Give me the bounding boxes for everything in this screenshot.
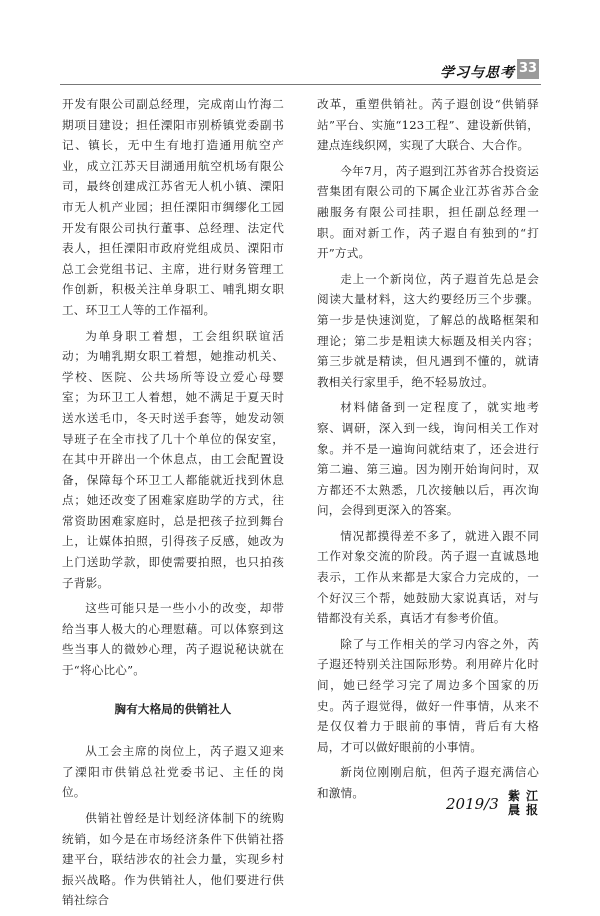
body-paragraph: 开发有限公司副总经理，完成南山竹海二期项目建设；担任溧阳市别桥镇党委副书记、镇长，无中生有地打造通用航空产业，成立江苏天目湖通用航空机场有限公司，最终创建成江苏省无人机小镇、溧阳市无人机产业园；担任溧阳市绸缪化工园开发有限公司执行董事、总经理、法定代表人，担任溧阳市政府党组成员、溧阳市总工会党组书记、主席，进行财务管理工作创新，积极关注单身职工、哺乳期女职工、环卫工人等的工作福利。 bbox=[62, 97, 284, 317]
section-heading: 胸有大格局的供销社人 bbox=[114, 701, 232, 716]
logo-glyph: 晨 bbox=[507, 803, 520, 817]
left-column bbox=[62, 94, 284, 916]
logo-glyph: 紫 bbox=[507, 789, 520, 803]
header-rule bbox=[60, 84, 541, 85]
column-title: 学习与思考 bbox=[440, 65, 515, 81]
body-paragraph: 为单身职工着想，工会组织联谊活动；为哺乳期女职工着想，她推动机关、学校、医院、公共场所等设立爱心母婴室；为环卫工人着想，她不满足于夏天时送水送毛巾，冬天时送手套等，她发动领导班子在全市找了几十个单位的保安室，在其中开辟出一个休息点，由工会配置设备，保障每个环卫工人都能就近找到休息点；她还改变了困难家庭助学的方式，往常资助困难家庭时，总是把孩子拉到舞台上，让媒体拍照，引得孩子反感，她改为上门送助学款，即使需要拍照，也只拍孩子背影。 bbox=[62, 328, 284, 590]
magazine-logo bbox=[505, 785, 541, 821]
body-paragraph: 这些可能只是一些小小的改变，却带给当事人极大的心理慰藉。可以体察到这些当事人的微妙心理，芮子遐说秘诀就在于“将心比心”。 bbox=[62, 601, 284, 678]
body-paragraph: 除了与工作相关的学习内容之外，芮子遐还特别关注国际形势。利用碎片化时间，她已经学习完了周边多个国家的历史。芮子遐觉得，做好一件事情，从来不是仅仅着力于眼前的事情，背后有大格局，才可以做好眼前的小事情。 bbox=[317, 636, 539, 754]
logo-glyph: 江 bbox=[525, 789, 538, 803]
body-paragraph: 供销社曾经是计划经济体制下的统购统销，如今是在市场经济条件下供销社搭建平台，联结涉农的社会力量，实现乡村振兴战略。作为供销社人，他们要进行供销社综合 bbox=[62, 811, 284, 908]
body-paragraph: 走上一个新岗位，芮子遐首先总是会阅读大量材料，这大约要经历三个步骤。第一步是快速浏览，了解总的战略框架和理论；第二步是粗读大标题及相关内容；第三步就是精读，但凡遇到不懂的，就请教相关行家里手，绝不轻易放过。 bbox=[317, 271, 539, 389]
body-paragraph: 从工会主席的岗位上，芮子遐又迎来了溧阳市供销总社党委书记、主任的岗位。 bbox=[62, 744, 284, 800]
right-column bbox=[317, 94, 539, 809]
issue-number: 2019/3 bbox=[446, 795, 499, 813]
body-paragraph: 材料储备到一定程度了，就实地考察、调研，深入到一线，询问相关工作对象。并不是一遍询问就结束了，还会进行第二遍、第三遍。因为刚开始询问时，双方都还不太熟悉，几次接触以后，再次询问，会得到更深入的答案。 bbox=[317, 400, 539, 518]
body-paragraph: 今年7月，芮子遐到江苏省苏合投资运营集团有限公司的下属企业江苏省苏合金融服务有限公司挂职，担任副总经理一职。面对新工作，芮子遐自有独到的“打开”方式。 bbox=[317, 163, 539, 261]
body-paragraph: 新岗位刚刚启航，但芮子遐充满信心和激情。 bbox=[317, 765, 539, 800]
logo-glyph: 报 bbox=[525, 803, 538, 817]
page-number: 33 bbox=[517, 59, 539, 79]
body-paragraph: 情况都摸得差不多了，就进入跟不同工作对象交流的阶段。芮子遐一直诚恳地表示，工作从来都是大家合力完成的，一个好汉三个帮，她鼓励大家说真话，对与错都没有关系，真话才有参考价值。 bbox=[317, 528, 539, 626]
body-paragraph: 改革，重塑供销社。芮子遐创设“供销驿站”平台、实施“123工程”、建设新供销，建点连线织网，实现了大联合、大合作。 bbox=[317, 97, 539, 153]
